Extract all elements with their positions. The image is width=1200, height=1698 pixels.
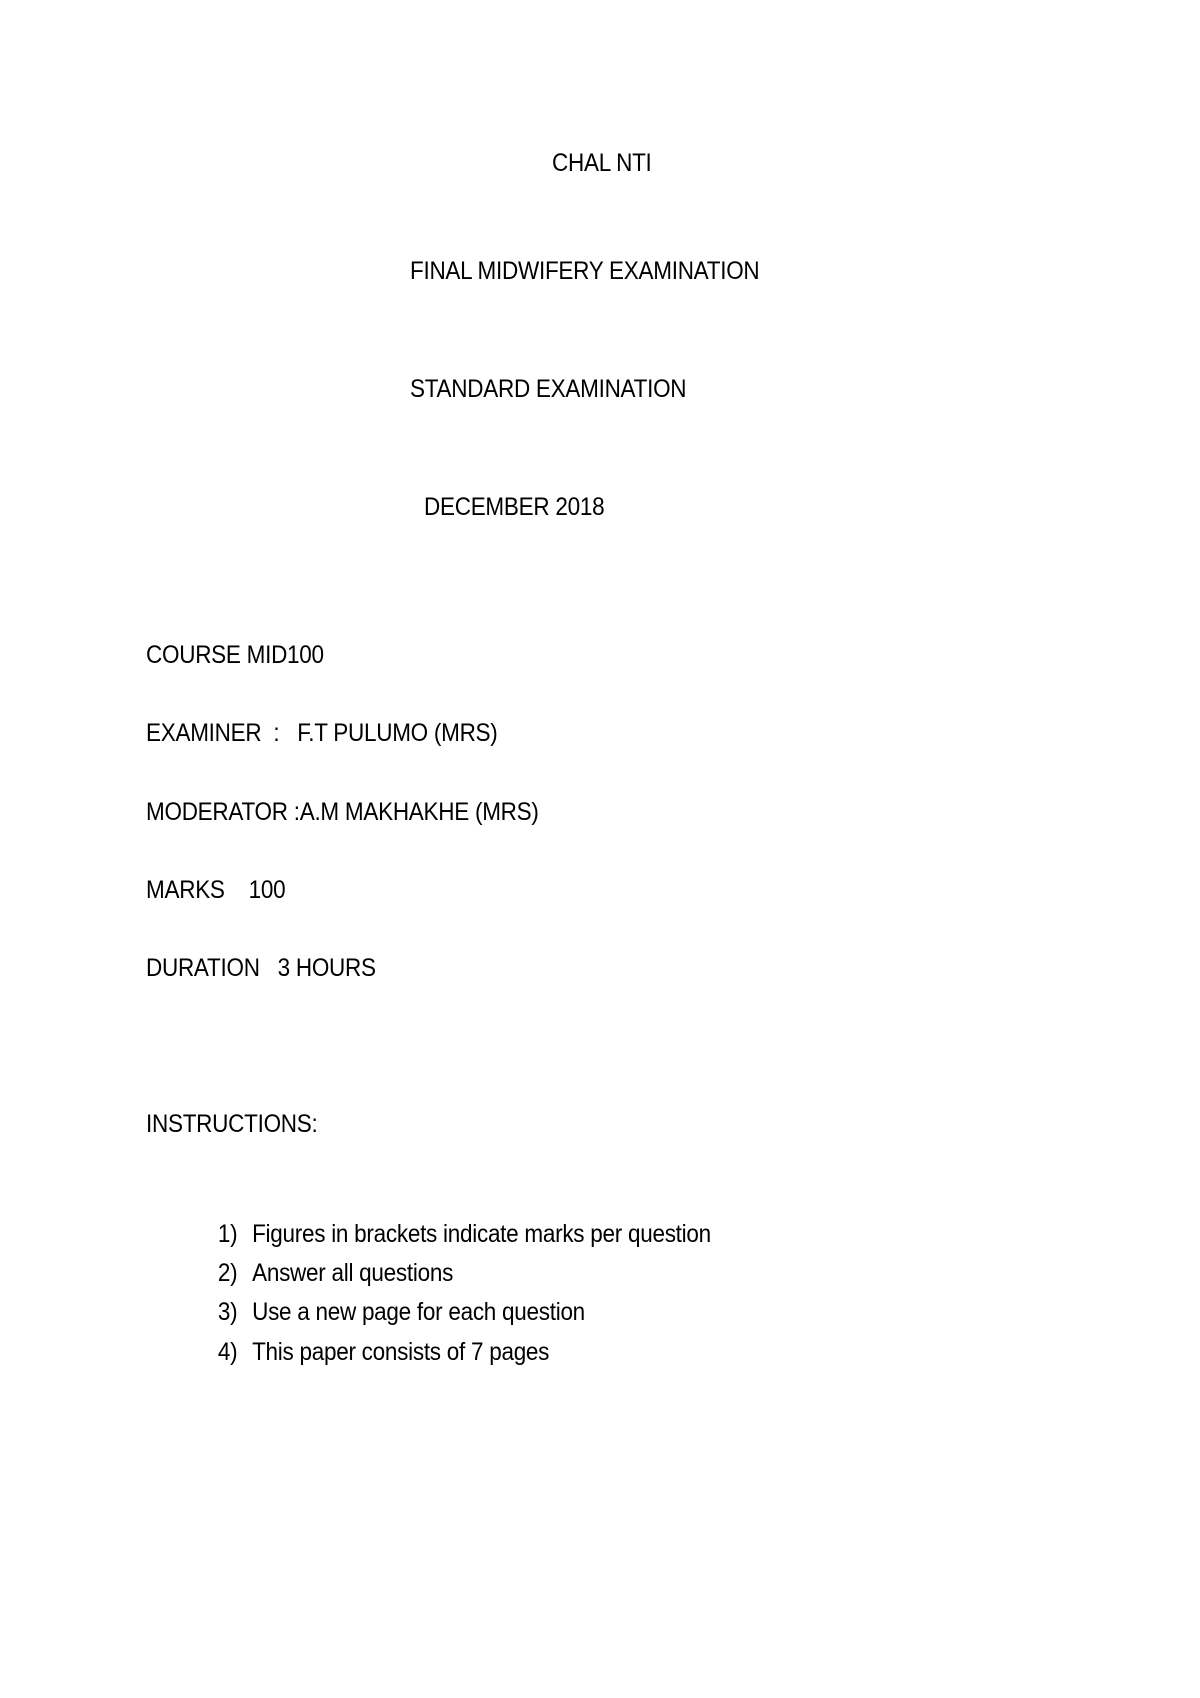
exam-date: DECEMBER 2018 <box>424 493 605 521</box>
list-item-text: Use a new page for each question <box>252 1298 585 1326</box>
list-item-text: This paper consists of 7 pages <box>252 1338 550 1366</box>
duration: DURATION 3 HOURS <box>146 954 376 982</box>
exam-title: FINAL MIDWIFERY EXAMINATION <box>410 257 760 285</box>
instructions-heading: INSTRUCTIONS: <box>146 1110 318 1138</box>
exam-type: STANDARD EXAMINATION <box>410 375 687 403</box>
list-item-number: 2) <box>217 1259 238 1287</box>
institution-name: CHAL NTI <box>552 149 652 177</box>
list-item-text: Figures in brackets indicate marks per question <box>252 1220 711 1248</box>
list-item-text: Answer all questions <box>252 1259 454 1287</box>
list-item-number: 4) <box>217 1338 238 1366</box>
examiner: EXAMINER : F.T PULUMO (MRS) <box>146 719 498 747</box>
marks: MARKS 100 <box>146 876 286 904</box>
course-code: COURSE MID100 <box>146 641 324 669</box>
list-item-number: 3) <box>217 1298 238 1326</box>
moderator: MODERATOR :A.M MAKHAKHE (MRS) <box>146 798 539 826</box>
list-item <box>182 1307 549 1397</box>
list-item-number: 1) <box>217 1220 238 1248</box>
